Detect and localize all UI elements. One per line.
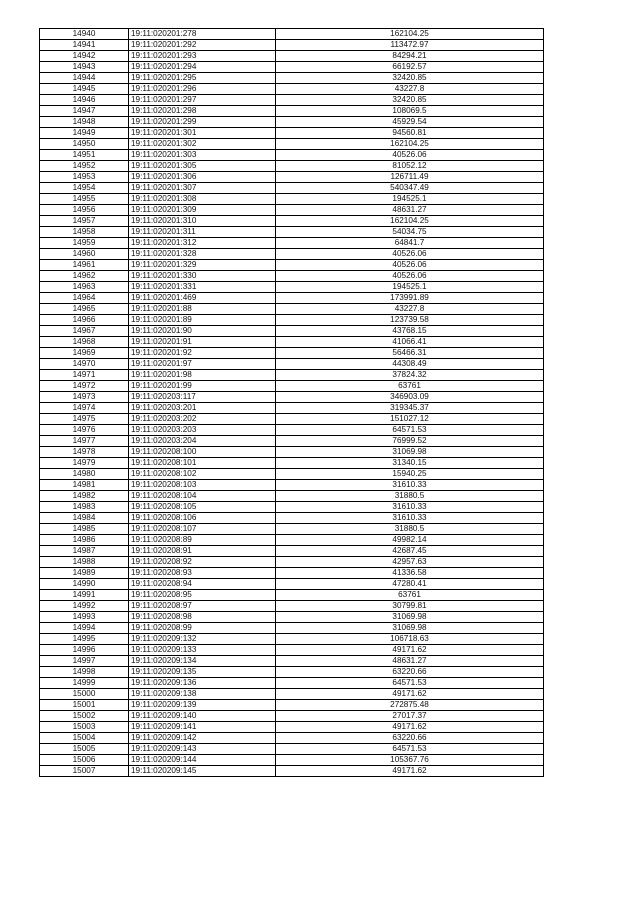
cadastral-number-cell: 19:11:020208:94 [129, 579, 276, 590]
table-row [40, 524, 544, 535]
table-row [40, 491, 544, 502]
cadastral-number-cell: 19:11:020201:310 [129, 216, 276, 227]
cadastral-number-cell: 19:11:020201:303 [129, 150, 276, 161]
cadastral-number-cell: 19:11:020201:309 [129, 205, 276, 216]
row-number-cell: 14955 [40, 194, 129, 205]
row-number-cell: 14940 [40, 29, 129, 40]
row-number-cell: 14957 [40, 216, 129, 227]
table-row [40, 238, 544, 249]
cadastral-number-cell: 19:11:020201:307 [129, 183, 276, 194]
table-row [40, 326, 544, 337]
table-row [40, 447, 544, 458]
row-number-cell: 14947 [40, 106, 129, 117]
value-cell: 63220.66 [276, 667, 544, 678]
cadastral-number-cell: 19:11:020201:302 [129, 139, 276, 150]
row-number-cell: 14991 [40, 590, 129, 601]
row-number-cell: 14990 [40, 579, 129, 590]
table-row [40, 117, 544, 128]
value-cell: 32420.85 [276, 95, 544, 106]
row-number-cell: 14952 [40, 161, 129, 172]
value-cell: 84294.21 [276, 51, 544, 62]
cadastral-number-cell: 19:11:020201:469 [129, 293, 276, 304]
value-cell: 15940.25 [276, 469, 544, 480]
value-cell: 54034.75 [276, 227, 544, 238]
table-row [40, 227, 544, 238]
row-number-cell: 14954 [40, 183, 129, 194]
table-row [40, 425, 544, 436]
row-number-cell: 14942 [40, 51, 129, 62]
value-cell: 105367.76 [276, 755, 544, 766]
value-cell: 31610.33 [276, 513, 544, 524]
value-cell: 108069.5 [276, 106, 544, 117]
cadastral-number-cell: 19:11:020203:203 [129, 425, 276, 436]
cadastral-number-cell: 19:11:020201:88 [129, 304, 276, 315]
cadastral-number-cell: 19:11:020201:297 [129, 95, 276, 106]
cadastral-number-cell: 19:11:020209:141 [129, 722, 276, 733]
cadastral-number-cell: 19:11:020208:93 [129, 568, 276, 579]
value-cell: 40526.06 [276, 271, 544, 282]
cadastral-number-cell: 19:11:020208:98 [129, 612, 276, 623]
cadastral-number-cell: 19:11:020201:299 [129, 117, 276, 128]
value-cell: 41336.58 [276, 568, 544, 579]
value-cell: 30799.81 [276, 601, 544, 612]
row-number-cell: 15001 [40, 700, 129, 711]
row-number-cell: 14995 [40, 634, 129, 645]
row-number-cell: 14999 [40, 678, 129, 689]
value-cell: 49171.62 [276, 722, 544, 733]
row-number-cell: 15002 [40, 711, 129, 722]
value-cell: 42957.63 [276, 557, 544, 568]
cadastral-number-cell: 19:11:020209:145 [129, 766, 276, 777]
cadastral-number-cell: 19:11:020201:295 [129, 73, 276, 84]
table-row [40, 733, 544, 744]
table-row [40, 348, 544, 359]
table-row [40, 436, 544, 447]
value-cell: 94560.81 [276, 128, 544, 139]
table-row [40, 150, 544, 161]
cadastral-number-cell: 19:11:020203:117 [129, 392, 276, 403]
value-cell: 31069.98 [276, 447, 544, 458]
cadastral-number-cell: 19:11:020208:102 [129, 469, 276, 480]
cadastral-number-cell: 19:11:020208:107 [129, 524, 276, 535]
row-number-cell: 14979 [40, 458, 129, 469]
row-number-cell: 14997 [40, 656, 129, 667]
row-number-cell: 14944 [40, 73, 129, 84]
value-cell: 43768.15 [276, 326, 544, 337]
row-number-cell: 15004 [40, 733, 129, 744]
row-number-cell: 14946 [40, 95, 129, 106]
row-number-cell: 15000 [40, 689, 129, 700]
value-cell: 63761 [276, 381, 544, 392]
value-cell: 319345.37 [276, 403, 544, 414]
table-row [40, 95, 544, 106]
table-row [40, 766, 544, 777]
table-row [40, 568, 544, 579]
value-cell: 31340.15 [276, 458, 544, 469]
value-cell: 31880.5 [276, 524, 544, 535]
table-row [40, 304, 544, 315]
table-row [40, 645, 544, 656]
cadastral-number-cell: 19:11:020203:204 [129, 436, 276, 447]
cadastral-number-cell: 19:11:020201:97 [129, 359, 276, 370]
table-row [40, 414, 544, 425]
value-cell: 194525.1 [276, 282, 544, 293]
value-cell: 44308.49 [276, 359, 544, 370]
cadastral-number-cell: 19:11:020201:296 [129, 84, 276, 95]
cadastral-number-cell: 19:11:020208:92 [129, 557, 276, 568]
table-row [40, 293, 544, 304]
value-cell: 540347.49 [276, 183, 544, 194]
value-cell: 40526.06 [276, 150, 544, 161]
table-row [40, 513, 544, 524]
value-cell: 63220.66 [276, 733, 544, 744]
value-cell: 346903.09 [276, 392, 544, 403]
cadastral-number-cell: 19:11:020201:298 [129, 106, 276, 117]
value-cell: 31069.98 [276, 612, 544, 623]
row-number-cell: 14969 [40, 348, 129, 359]
table-row [40, 370, 544, 381]
row-number-cell: 14945 [40, 84, 129, 95]
cadastral-number-cell: 19:11:020201:278 [129, 29, 276, 40]
cadastral-number-cell: 19:11:020201:312 [129, 238, 276, 249]
value-cell: 126711.49 [276, 172, 544, 183]
row-number-cell: 14998 [40, 667, 129, 678]
value-cell: 64841.7 [276, 238, 544, 249]
table-row [40, 634, 544, 645]
table-row [40, 128, 544, 139]
value-cell: 162104.25 [276, 216, 544, 227]
cadastral-number-cell: 19:11:020201:308 [129, 194, 276, 205]
row-number-cell: 14968 [40, 337, 129, 348]
value-cell: 31069.98 [276, 623, 544, 634]
value-cell: 63761 [276, 590, 544, 601]
row-number-cell: 14983 [40, 502, 129, 513]
table-row [40, 29, 544, 40]
row-number-cell: 14973 [40, 392, 129, 403]
cadastral-number-cell: 19:11:020201:292 [129, 40, 276, 51]
row-number-cell: 14956 [40, 205, 129, 216]
table-row [40, 557, 544, 568]
cadastral-number-cell: 19:11:020201:328 [129, 249, 276, 260]
cadastral-number-cell: 19:11:020201:294 [129, 62, 276, 73]
row-number-cell: 14961 [40, 260, 129, 271]
table-row [40, 205, 544, 216]
table-row [40, 194, 544, 205]
row-number-cell: 14950 [40, 139, 129, 150]
table-row [40, 40, 544, 51]
value-cell: 81052.12 [276, 161, 544, 172]
row-number-cell: 14981 [40, 480, 129, 491]
cadastral-number-cell: 19:11:020203:202 [129, 414, 276, 425]
table-row [40, 700, 544, 711]
cadastral-number-cell: 19:11:020201:330 [129, 271, 276, 282]
row-number-cell: 14943 [40, 62, 129, 73]
table-row [40, 535, 544, 546]
cadastral-number-cell: 19:11:020209:143 [129, 744, 276, 755]
value-cell: 43227.8 [276, 84, 544, 95]
cadastral-number-cell: 19:11:020209:136 [129, 678, 276, 689]
value-cell: 56466.31 [276, 348, 544, 359]
row-number-cell: 14988 [40, 557, 129, 568]
value-cell: 162104.25 [276, 139, 544, 150]
cadastral-number-cell: 19:11:020201:305 [129, 161, 276, 172]
table-row [40, 656, 544, 667]
row-number-cell: 14977 [40, 436, 129, 447]
cadastral-number-cell: 19:11:020208:103 [129, 480, 276, 491]
table-row [40, 249, 544, 260]
cadastral-number-cell: 19:11:020209:139 [129, 700, 276, 711]
value-cell: 48631.27 [276, 656, 544, 667]
value-cell: 42687.45 [276, 546, 544, 557]
value-cell: 173991.89 [276, 293, 544, 304]
row-number-cell: 14993 [40, 612, 129, 623]
row-number-cell: 14958 [40, 227, 129, 238]
table-row [40, 381, 544, 392]
cadastral-number-cell: 19:11:020201:293 [129, 51, 276, 62]
cadastral-number-cell: 19:11:020201:89 [129, 315, 276, 326]
row-number-cell: 14948 [40, 117, 129, 128]
table-row [40, 106, 544, 117]
value-cell: 194525.1 [276, 194, 544, 205]
cadastral-number-cell: 19:11:020201:331 [129, 282, 276, 293]
value-cell: 31610.33 [276, 502, 544, 513]
table-row [40, 744, 544, 755]
cadastral-number-cell: 19:11:020209:140 [129, 711, 276, 722]
cadastral-number-cell: 19:11:020201:311 [129, 227, 276, 238]
table-row [40, 359, 544, 370]
row-number-cell: 14965 [40, 304, 129, 315]
table-row [40, 183, 544, 194]
row-number-cell: 14978 [40, 447, 129, 458]
table-body [40, 29, 544, 777]
table-row [40, 260, 544, 271]
row-number-cell: 14966 [40, 315, 129, 326]
cadastral-number-cell: 19:11:020201:99 [129, 381, 276, 392]
table-row [40, 480, 544, 491]
value-cell: 47280.41 [276, 579, 544, 590]
cadastral-number-cell: 19:11:020209:144 [129, 755, 276, 766]
table-row [40, 579, 544, 590]
cadastral-number-cell: 19:11:020201:91 [129, 337, 276, 348]
row-number-cell: 14982 [40, 491, 129, 502]
table-row [40, 172, 544, 183]
cadastral-number-cell: 19:11:020208:106 [129, 513, 276, 524]
table-row [40, 502, 544, 513]
value-cell: 49171.62 [276, 645, 544, 656]
table-row [40, 84, 544, 95]
row-number-cell: 15005 [40, 744, 129, 755]
cadastral-number-cell: 19:11:020208:91 [129, 546, 276, 557]
value-cell: 113472.97 [276, 40, 544, 51]
row-number-cell: 14996 [40, 645, 129, 656]
row-number-cell: 14971 [40, 370, 129, 381]
table-row [40, 590, 544, 601]
value-cell: 64571.53 [276, 744, 544, 755]
value-cell: 32420.85 [276, 73, 544, 84]
row-number-cell: 15003 [40, 722, 129, 733]
value-cell: 48631.27 [276, 205, 544, 216]
cadastral-number-cell: 19:11:020208:104 [129, 491, 276, 502]
cadastral-number-cell: 19:11:020208:101 [129, 458, 276, 469]
cadastral-number-cell: 19:11:020201:306 [129, 172, 276, 183]
table-row [40, 315, 544, 326]
value-cell: 40526.06 [276, 249, 544, 260]
value-cell: 31880.5 [276, 491, 544, 502]
cadastral-number-cell: 19:11:020208:97 [129, 601, 276, 612]
cadastral-number-cell: 19:11:020208:95 [129, 590, 276, 601]
table-row [40, 469, 544, 480]
cadastral-number-cell: 19:11:020209:133 [129, 645, 276, 656]
table-row [40, 623, 544, 634]
value-cell: 45929.54 [276, 117, 544, 128]
table-row [40, 612, 544, 623]
row-number-cell: 14975 [40, 414, 129, 425]
row-number-cell: 14953 [40, 172, 129, 183]
value-cell: 151027.12 [276, 414, 544, 425]
value-cell: 37824.32 [276, 370, 544, 381]
row-number-cell: 14960 [40, 249, 129, 260]
value-cell: 31610.33 [276, 480, 544, 491]
cadastral-number-cell: 19:11:020201:90 [129, 326, 276, 337]
table-row [40, 678, 544, 689]
cadastral-number-cell: 19:11:020201:301 [129, 128, 276, 139]
row-number-cell: 14967 [40, 326, 129, 337]
value-cell: 66192.57 [276, 62, 544, 73]
value-cell: 123739.58 [276, 315, 544, 326]
value-cell: 76999.52 [276, 436, 544, 447]
table-row [40, 282, 544, 293]
table-row [40, 755, 544, 766]
row-number-cell: 14972 [40, 381, 129, 392]
value-cell: 106718.63 [276, 634, 544, 645]
table-row [40, 667, 544, 678]
value-cell: 43227.8 [276, 304, 544, 315]
cadastral-number-cell: 19:11:020201:329 [129, 260, 276, 271]
cadastral-number-cell: 19:11:020209:135 [129, 667, 276, 678]
cadastral-number-cell: 19:11:020208:89 [129, 535, 276, 546]
cadastral-number-cell: 19:11:020209:138 [129, 689, 276, 700]
table-row [40, 139, 544, 150]
cadastral-number-cell: 19:11:020208:100 [129, 447, 276, 458]
row-number-cell: 14974 [40, 403, 129, 414]
value-cell: 40526.06 [276, 260, 544, 271]
row-number-cell: 14959 [40, 238, 129, 249]
table-row [40, 337, 544, 348]
value-cell: 64571.53 [276, 678, 544, 689]
row-number-cell: 14951 [40, 150, 129, 161]
table-row [40, 546, 544, 557]
table-row [40, 51, 544, 62]
row-number-cell: 14985 [40, 524, 129, 535]
table-row [40, 73, 544, 84]
cadastral-number-cell: 19:11:020209:132 [129, 634, 276, 645]
cadastral-number-cell: 19:11:020209:134 [129, 656, 276, 667]
row-number-cell: 14963 [40, 282, 129, 293]
table-row [40, 392, 544, 403]
table-row [40, 403, 544, 414]
table-row [40, 458, 544, 469]
table-row [40, 711, 544, 722]
row-number-cell: 14986 [40, 535, 129, 546]
value-cell: 49171.62 [276, 766, 544, 777]
table-row [40, 722, 544, 733]
value-cell: 41066.41 [276, 337, 544, 348]
table-row [40, 216, 544, 227]
table-row [40, 689, 544, 700]
cadastral-number-cell: 19:11:020201:92 [129, 348, 276, 359]
row-number-cell: 14941 [40, 40, 129, 51]
table-row [40, 161, 544, 172]
data-table [39, 28, 544, 777]
value-cell: 64571.53 [276, 425, 544, 436]
row-number-cell: 14987 [40, 546, 129, 557]
row-number-cell: 15006 [40, 755, 129, 766]
table-row [40, 271, 544, 282]
row-number-cell: 14976 [40, 425, 129, 436]
cadastral-number-cell: 19:11:020203:201 [129, 403, 276, 414]
value-cell: 27017.37 [276, 711, 544, 722]
cadastral-number-cell: 19:11:020208:99 [129, 623, 276, 634]
row-number-cell: 14962 [40, 271, 129, 282]
cadastral-number-cell: 19:11:020208:105 [129, 502, 276, 513]
value-cell: 49171.62 [276, 689, 544, 700]
row-number-cell: 14992 [40, 601, 129, 612]
row-number-cell: 14980 [40, 469, 129, 480]
row-number-cell: 14994 [40, 623, 129, 634]
cadastral-number-cell: 19:11:020209:142 [129, 733, 276, 744]
row-number-cell: 14989 [40, 568, 129, 579]
value-cell: 272875.48 [276, 700, 544, 711]
row-number-cell: 15007 [40, 766, 129, 777]
value-cell: 49982.14 [276, 535, 544, 546]
cadastral-number-cell: 19:11:020201:98 [129, 370, 276, 381]
row-number-cell: 14970 [40, 359, 129, 370]
row-number-cell: 14964 [40, 293, 129, 304]
table-row [40, 601, 544, 612]
row-number-cell: 14949 [40, 128, 129, 139]
value-cell: 162104.25 [276, 29, 544, 40]
table-row [40, 62, 544, 73]
row-number-cell: 14984 [40, 513, 129, 524]
